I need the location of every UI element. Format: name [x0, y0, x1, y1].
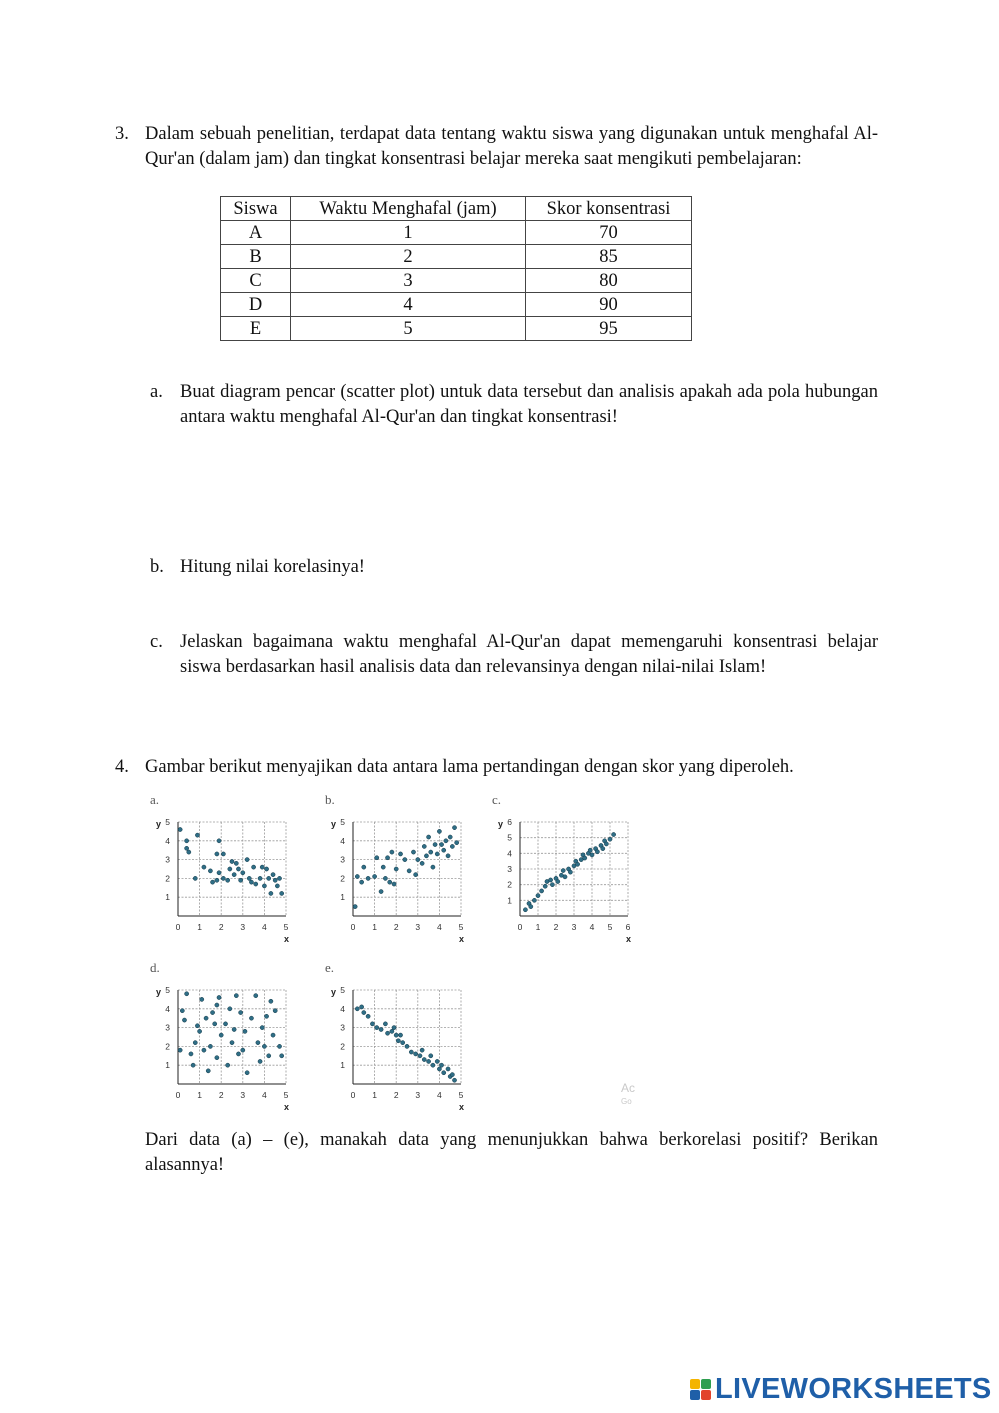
data-point	[523, 908, 527, 912]
y-tick-label: 4	[340, 1003, 345, 1014]
data-point	[444, 839, 448, 843]
y-tick-label: 5	[507, 832, 512, 843]
part-label: a.	[150, 382, 163, 402]
data-point	[608, 837, 612, 841]
x-axis-label: x	[284, 1102, 290, 1112]
data-point	[590, 853, 594, 857]
data-point	[422, 1057, 426, 1061]
data-point	[424, 854, 428, 858]
y-axis-label: y	[331, 819, 337, 829]
part-text: Jelaskan bagaimana waktu menghafal Al-Qur'an dapat memengaruhi konsentrasi belajar siswa berdasarkan hasil analisis data dan relevansinya dengan nilai-nilai Islam!	[180, 632, 878, 677]
data-point	[396, 1039, 400, 1043]
data-point	[612, 832, 616, 836]
data-point	[439, 1063, 443, 1067]
table-header-row	[221, 197, 692, 221]
y-tick-label: 5	[165, 817, 170, 827]
data-point	[561, 868, 565, 872]
data-point	[269, 999, 273, 1003]
x-tick-label: 5	[458, 922, 464, 932]
data-point	[254, 994, 258, 998]
data-point	[429, 850, 433, 854]
data-point	[583, 856, 587, 860]
x-tick-label: 2	[218, 1090, 224, 1100]
data-point	[239, 1010, 243, 1014]
x-tick-label: 2	[393, 922, 399, 932]
data-point	[435, 852, 439, 856]
x-tick-label: 1	[372, 922, 377, 932]
y-tick-label: 4	[507, 848, 512, 859]
data-point	[264, 867, 268, 871]
liveworksheets-icon	[690, 1379, 711, 1400]
data-point	[280, 1054, 284, 1058]
data-point	[601, 847, 605, 851]
data-point	[383, 876, 387, 880]
y-tick-label: 3	[165, 1022, 170, 1033]
x-tick-label: 3	[240, 922, 246, 932]
data-point	[435, 1059, 439, 1063]
data-point	[429, 1054, 433, 1058]
data-point	[178, 827, 182, 831]
part-label: c.	[150, 632, 163, 652]
data-point	[431, 865, 435, 869]
table-cell: E	[221, 317, 291, 341]
table-cell: 80	[526, 269, 692, 293]
data-point	[576, 862, 580, 866]
data-point	[258, 876, 262, 880]
x-tick-label: 4	[589, 922, 595, 932]
table-header: Siswa	[221, 197, 291, 221]
data-point	[252, 865, 256, 869]
question-4-number: 4.	[115, 757, 129, 777]
x-tick-label: 0	[517, 922, 523, 932]
y-tick-label: 5	[340, 985, 345, 995]
x-tick-label: 4	[262, 1090, 267, 1100]
data-point	[236, 1052, 240, 1056]
x-tick-label: 0	[175, 1090, 181, 1100]
data-point	[366, 1014, 370, 1018]
table-row	[221, 317, 692, 341]
data-point	[198, 1029, 202, 1033]
data-point	[418, 1054, 422, 1058]
table-row	[221, 245, 692, 269]
data-point	[234, 861, 238, 865]
y-tick-label: 2	[340, 873, 345, 884]
plot-label-c: c.	[492, 792, 502, 807]
x-axis-label: x	[284, 934, 290, 944]
data-point	[375, 856, 379, 860]
data-point	[390, 850, 394, 854]
data-point	[187, 850, 191, 854]
table-cell: B	[221, 245, 291, 269]
data-point	[446, 1067, 450, 1071]
y-tick-label: 1	[165, 1060, 170, 1071]
x-tick-label: 4	[262, 922, 267, 932]
data-point	[185, 992, 189, 996]
table-cell: C	[221, 269, 291, 293]
table-cell: 70	[526, 221, 692, 245]
data-point	[219, 1033, 223, 1037]
data-point	[403, 858, 407, 862]
plot-label-d: d.	[150, 960, 160, 975]
y-tick-label: 3	[507, 864, 512, 874]
data-point	[437, 1067, 441, 1071]
data-point	[411, 850, 415, 854]
data-point	[208, 869, 212, 873]
question-3-part-b	[150, 555, 880, 580]
data-point	[217, 839, 221, 843]
question-4	[115, 755, 880, 780]
table-header: Skor konsentrasi	[526, 197, 692, 221]
data-point	[206, 1069, 210, 1073]
x-axis-label: x	[459, 934, 465, 944]
y-tick-label: 1	[507, 895, 512, 906]
part-text: Buat diagram pencar (scatter plot) untuk data tersebut dan analisis apakah ada pola hubungan antara waktu menghafal Al-Qur'an dan tingkat konsentrasi!	[180, 382, 878, 427]
data-point	[401, 1041, 405, 1045]
data-point	[543, 884, 547, 888]
data-point	[394, 867, 398, 871]
data-point	[223, 1022, 227, 1026]
data-point	[213, 1022, 217, 1026]
data-point	[362, 865, 366, 869]
y-tick-label: 5	[340, 817, 345, 827]
data-point	[271, 1033, 275, 1037]
data-point	[195, 1024, 199, 1028]
data-point	[563, 875, 567, 879]
data-point	[226, 1063, 230, 1067]
data-point	[392, 1026, 396, 1030]
data-point	[362, 1010, 366, 1014]
question-4-prompt	[145, 1128, 880, 1178]
x-tick-label: 5	[607, 922, 613, 932]
data-point	[407, 869, 411, 873]
table-row	[221, 293, 692, 317]
x-tick-label: 0	[350, 922, 356, 932]
x-tick-label: 3	[415, 1090, 421, 1100]
question-4-question: Dari data (a) – (e), manakah data yang menunjukkan bahwa berkorelasi positif? Berikan alasannya!	[145, 1130, 878, 1175]
data-point	[550, 883, 554, 887]
scatter-plot-c	[482, 814, 642, 944]
data-point	[427, 1059, 431, 1063]
data-point	[409, 1050, 413, 1054]
plot-label-b: b.	[325, 792, 335, 807]
y-tick-label: 3	[165, 854, 170, 865]
data-point	[536, 894, 540, 898]
table-cell: 2	[291, 245, 526, 269]
data-point	[193, 1041, 197, 1045]
data-point	[383, 1022, 387, 1026]
y-tick-label: 4	[165, 1003, 170, 1014]
part-label: b.	[150, 557, 164, 577]
data-point	[422, 844, 426, 848]
scatter-plot-e	[315, 982, 475, 1112]
brand-name: LIVEWORKSHEETS	[715, 1372, 992, 1405]
data-point	[258, 1059, 262, 1063]
data-point	[529, 905, 533, 909]
y-tick-label: 4	[340, 835, 345, 846]
scatter-plot-d	[140, 982, 300, 1112]
data-point	[262, 884, 266, 888]
data-point	[202, 1048, 206, 1052]
table-cell: A	[221, 221, 291, 245]
y-tick-label: 5	[165, 985, 170, 995]
data-point	[210, 880, 214, 884]
question-4-intro: Gambar berikut menyajikan data antara lama pertandingan dengan skor yang diperoleh.	[145, 757, 794, 777]
data-point	[416, 858, 420, 862]
x-tick-label: 2	[393, 1090, 399, 1100]
y-tick-label: 3	[340, 1022, 345, 1033]
table-cell: 90	[526, 293, 692, 317]
x-tick-label: 1	[197, 922, 202, 932]
table-cell: 1	[291, 221, 526, 245]
data-point	[239, 878, 243, 882]
data-point	[370, 1022, 374, 1026]
table-cell: 4	[291, 293, 526, 317]
data-point	[595, 850, 599, 854]
data-point	[540, 889, 544, 893]
data-point	[215, 852, 219, 856]
data-point	[420, 1048, 424, 1052]
data-point	[230, 859, 234, 863]
data-point	[448, 835, 452, 839]
data-point	[588, 848, 592, 852]
watermark-line-1: Ac	[621, 1081, 636, 1095]
data-point	[450, 1073, 454, 1077]
y-tick-label: 6	[507, 817, 512, 827]
y-tick-label: 1	[340, 1060, 345, 1071]
table-row	[221, 269, 692, 293]
data-point	[385, 856, 389, 860]
data-point	[234, 994, 238, 998]
data-point	[366, 876, 370, 880]
part-text: Hitung nilai korelasinya!	[180, 557, 365, 577]
data-point	[269, 891, 273, 895]
data-point	[256, 1041, 260, 1045]
question-3-part-c	[150, 630, 880, 680]
data-point	[262, 1044, 266, 1048]
data-point	[452, 1078, 456, 1082]
x-tick-label: 3	[240, 1090, 246, 1100]
data-point	[264, 1014, 268, 1018]
data-point	[556, 879, 560, 883]
data-point	[280, 891, 284, 895]
data-point	[275, 884, 279, 888]
data-point	[217, 871, 221, 875]
data-point	[355, 1007, 359, 1011]
data-point	[390, 1029, 394, 1033]
data-point	[228, 867, 232, 871]
table-row	[221, 221, 692, 245]
table-cell: 95	[526, 317, 692, 341]
scatter-plot-a	[140, 814, 300, 944]
data-point	[185, 846, 189, 850]
data-point	[392, 882, 396, 886]
y-tick-label: 2	[165, 873, 170, 884]
data-point	[204, 1016, 208, 1020]
data-point	[405, 1044, 409, 1048]
x-tick-label: 5	[283, 922, 289, 932]
x-tick-label: 3	[415, 922, 421, 932]
x-tick-label: 0	[175, 922, 181, 932]
data-point	[243, 1029, 247, 1033]
data-point	[241, 871, 245, 875]
data-point	[189, 1052, 193, 1056]
data-point	[379, 889, 383, 893]
data-point	[182, 1018, 186, 1022]
data-point	[193, 876, 197, 880]
data-point	[191, 1063, 195, 1067]
y-tick-label: 1	[165, 892, 170, 903]
data-point	[202, 865, 206, 869]
x-tick-label: 1	[372, 1090, 377, 1100]
data-point	[200, 997, 204, 1001]
question-3-part-a	[150, 380, 880, 430]
data-point	[180, 1009, 184, 1013]
data-point	[433, 842, 437, 846]
x-tick-label: 1	[535, 922, 541, 932]
data-point	[379, 1027, 383, 1031]
data-point	[355, 874, 359, 878]
data-point	[431, 1063, 435, 1067]
data-point	[420, 861, 424, 865]
data-point	[442, 1071, 446, 1075]
data-point	[232, 873, 236, 877]
data-point	[208, 1044, 212, 1048]
table-cell: 3	[291, 269, 526, 293]
data-point	[249, 880, 253, 884]
data-point	[215, 878, 219, 882]
x-tick-label: 1	[197, 1090, 202, 1100]
data-point	[260, 1026, 264, 1030]
data-point	[221, 852, 225, 856]
y-tick-label: 2	[507, 879, 512, 890]
table-header: Waktu Menghafal (jam)	[291, 197, 526, 221]
data-point	[437, 829, 441, 833]
data-point	[381, 865, 385, 869]
data-point	[230, 1041, 234, 1045]
data-point	[245, 1071, 249, 1075]
table-cell: 5	[291, 317, 526, 341]
data-point	[398, 1033, 402, 1037]
data-point	[375, 1026, 379, 1030]
data-point	[373, 874, 377, 878]
data-point	[549, 878, 553, 882]
data-point	[178, 1048, 182, 1052]
scatter-plot-b	[315, 814, 475, 944]
data-point	[532, 898, 536, 902]
data-point	[388, 880, 392, 884]
data-point	[442, 848, 446, 852]
data-point	[247, 876, 251, 880]
table-cell: D	[221, 293, 291, 317]
data-table	[220, 196, 692, 341]
data-point	[604, 842, 608, 846]
data-point	[439, 842, 443, 846]
data-point	[360, 1005, 364, 1009]
y-axis-label: y	[331, 987, 337, 997]
data-point	[249, 1016, 253, 1020]
data-point	[414, 873, 418, 877]
x-axis-label: x	[626, 934, 632, 944]
x-tick-label: 5	[458, 1090, 464, 1100]
data-point	[360, 880, 364, 884]
data-point	[414, 1052, 418, 1056]
data-point	[277, 1044, 281, 1048]
question-3-number: 3.	[115, 124, 129, 144]
y-tick-label: 4	[165, 835, 170, 846]
y-axis-label: y	[498, 819, 504, 829]
table-cell: 85	[526, 245, 692, 269]
data-point	[273, 878, 277, 882]
data-point	[226, 878, 230, 882]
x-tick-label: 6	[625, 922, 631, 932]
data-point	[446, 854, 450, 858]
data-point	[260, 865, 264, 869]
data-point	[236, 867, 240, 871]
y-tick-label: 2	[340, 1041, 345, 1052]
data-point	[427, 835, 431, 839]
watermark-line-2: Go	[621, 1097, 632, 1106]
data-point	[221, 876, 225, 880]
data-point	[241, 1048, 245, 1052]
data-point	[568, 870, 572, 874]
data-point	[267, 1054, 271, 1058]
data-point	[245, 858, 249, 862]
x-tick-label: 5	[283, 1090, 289, 1100]
data-point	[267, 876, 271, 880]
x-tick-label: 2	[553, 922, 559, 932]
data-point	[210, 1010, 214, 1014]
liveworksheets-logo	[690, 1372, 990, 1406]
data-point	[450, 844, 454, 848]
y-tick-label: 1	[340, 892, 345, 903]
x-tick-label: 4	[437, 1090, 442, 1100]
y-axis-label: y	[156, 987, 162, 997]
data-point	[185, 839, 189, 843]
data-point	[385, 1031, 389, 1035]
data-point	[228, 1007, 232, 1011]
data-point	[353, 905, 357, 909]
data-point	[254, 882, 258, 886]
data-point	[273, 1009, 277, 1013]
plot-label-a: a.	[150, 792, 160, 807]
data-point	[394, 1033, 398, 1037]
x-tick-label: 0	[350, 1090, 356, 1100]
x-axis-label: x	[459, 1102, 465, 1112]
plot-label-e: e.	[325, 960, 335, 975]
data-point	[452, 826, 456, 830]
x-tick-label: 3	[571, 922, 577, 932]
data-point	[215, 1056, 219, 1060]
question-3	[115, 122, 880, 197]
data-point	[271, 873, 275, 877]
x-tick-label: 4	[437, 922, 442, 932]
data-point	[195, 833, 199, 837]
data-point	[277, 876, 281, 880]
question-3-intro: Dalam sebuah penelitian, terdapat data tentang waktu siswa yang digunakan untuk menghafal Al-Qur'an (dalam jam) dan tingkat konsentrasi belajar mereka saat mengikuti pembelajaran:	[145, 124, 878, 169]
data-point	[217, 995, 221, 999]
y-tick-label: 3	[340, 854, 345, 865]
data-point	[215, 1003, 219, 1007]
x-tick-label: 2	[218, 922, 224, 932]
data-point	[398, 852, 402, 856]
data-point	[232, 1027, 236, 1031]
data-point	[455, 841, 459, 845]
y-axis-label: y	[156, 819, 162, 829]
y-tick-label: 2	[165, 1041, 170, 1052]
